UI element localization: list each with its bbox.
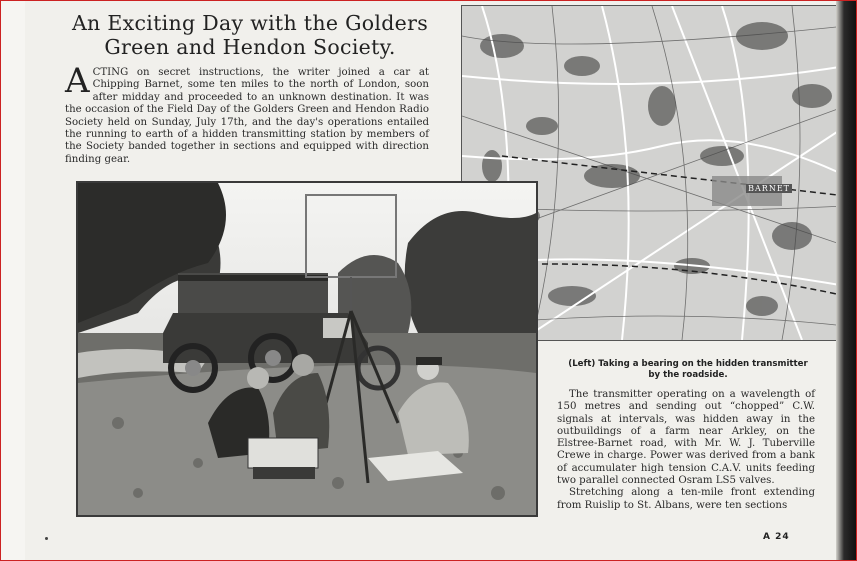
intro-paragraph: [65, 61, 429, 166]
title-line-1: An Exciting Day with the Golders: [71, 11, 429, 35]
magazine-page: [25, 1, 837, 560]
page-number: A 24: [763, 532, 790, 542]
drop-cap: A: [65, 61, 90, 101]
photo-illustration: [78, 183, 536, 515]
body-paragraph-2: Stretching along a ten-mile front extending from Ruislip to St. Albans, were ten sections: [557, 487, 815, 511]
body-paragraph-1: The transmitter operating on a wavelength of 150 metres and sending out “chopped” C.W. signals at intervals, was hidden away in the outbuildings of a farm near Arkley, on the Elstree-Barnet road, with Mr. W. J. Tuberville Crewe in charge. Power was derived from a bank of accumulater high tension C.A.V. units feeding two parallel connected Osram LS5 valves.: [557, 389, 815, 487]
field-photo: [76, 181, 538, 517]
title-line-2: Green and Hendon Society.: [104, 35, 396, 59]
print-speck: [45, 537, 48, 540]
scan-edge-shadow: [836, 1, 856, 560]
intro-text: CTING on secret instructions, the writer joined a car at Chipping Barnet, some ten miles to the north of London, soon after midday and proceeded to an unknown destination. It was the occasion of the Field Day of the Golders Green and Hendon Radio Society held on Sunday, July 17th, and the day's operations entailed the running to earth of a hidden transmitting station by members of the Society banded together in sections and equipped with direction finding gear.: [65, 67, 429, 165]
body-column: [557, 389, 815, 512]
map-town-label: BARNET: [748, 184, 790, 193]
photo-caption: (Left) Taking a bearing on the hidden transmitter by the roadside.: [568, 359, 808, 380]
article-title: [65, 11, 435, 59]
